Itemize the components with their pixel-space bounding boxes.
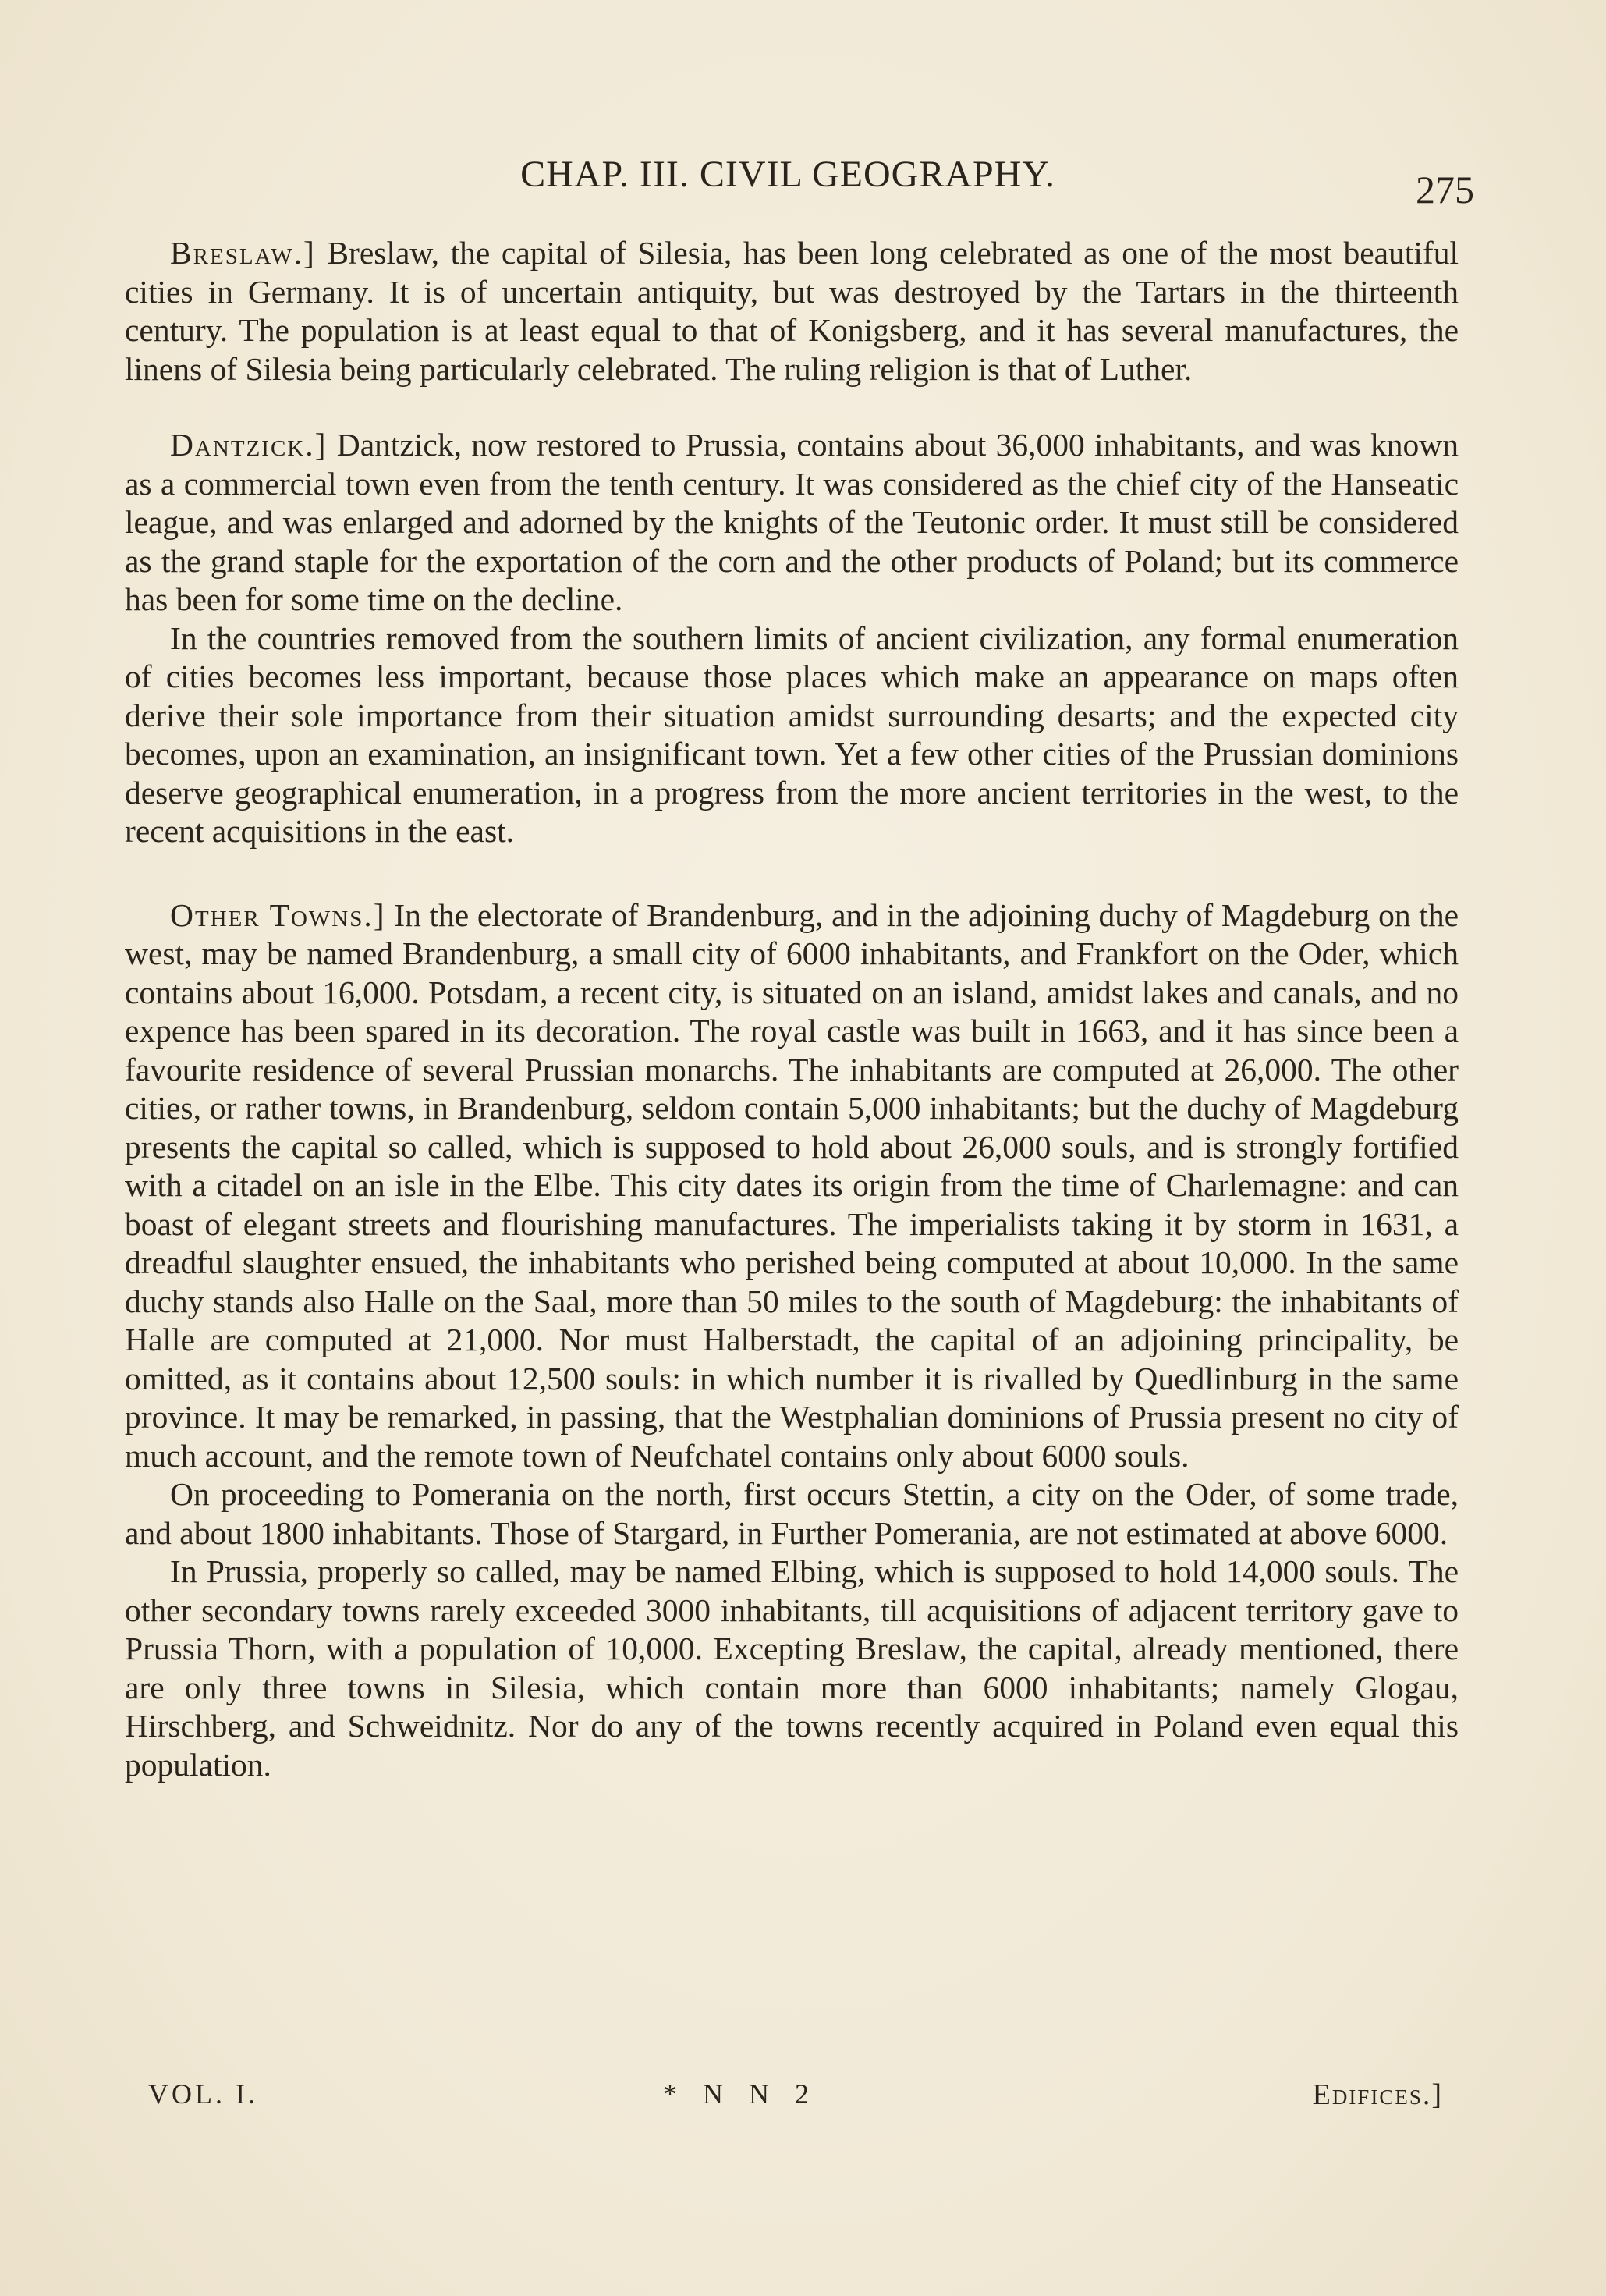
side-head-breslaw: Breslaw.] [170, 235, 316, 271]
volume-mark: VOL. I. [148, 2078, 258, 2110]
page-number: 275 [1416, 168, 1474, 211]
page-header [109, 153, 1474, 211]
signature-mark: * N N 2 [663, 2078, 818, 2110]
page-footer [148, 2078, 1443, 2124]
paragraph-dantzick [125, 426, 1459, 619]
paragraph-prussia: In Prussia, properly so called, may be named Elbing, which is supposed to hold 14,000 souls. The other secondary towns rarely exceeded 3000 inhabitants, till acquisitions of adjacent territory gave to Prussia Thorn, with a population of 10,000. Excepting Breslaw, the capital, already mentioned, there are only three towns in Silesia, which contain more than 6000 inhabitants; namely Glogau, Hirschberg, and Schweidnitz. Nor do any of the towns recently acquired in Poland even equal this population. [125, 1553, 1459, 1783]
paragraph-dantzick-text: Dantzick, now restored to Prussia, contains about 36,000 inhabitants, and was known as a commercial town even from the tenth century. It was considered as the chief city of the Hanseatic league, and was enlarged and adorned by the knights of the Teutonic order. It must still be considered as the grand staple for the exportation of the corn and the other products of Poland; but its commerce has been for some time on the decline. [125, 427, 1459, 617]
paragraph-gap [125, 389, 1459, 426]
catchword: Edifices.] [1312, 2078, 1443, 2111]
paragraph-pomerania: On proceeding to Pomerania on the north, first occurs Stettin, a city on the Oder, of some trade, and about 1800 inhabitants. Those of Stargard, in Further Pomerania, are not estimated at above 6000. [125, 1476, 1459, 1551]
paragraph-other-towns-text: In the electorate of Brandenburg, and in the adjoining duchy of Magdeburg on the west, may be named Brandenburg, a small city of 6000 inhabitants, and Frankfort on the Oder, which contains about 16,000. Potsdam, a recent city, is situated on an island, amidst lakes and canals, and no expence has been spared in its decoration. The royal castle was built in 1663, and it has since been a favourite residence of several Prussian monarchs. The inhabitants are computed at 26,000. The other cities, or rather towns, in Brandenburg, seldom contain 5,000 inhabitants; but the duchy of Magdeburg presents the capital so called, which is supposed to hold about 26,000 souls, and is strongly fortified with a citadel on an isle in the Elbe. This city dates its origin from the time of Charlemagne: and can boast of elegant streets and flourishing manufactures. The imperialists taking it by storm in 1631, a dreadful slaughter ensued, the inhabitants who perished being computed at about 10,000. In the same duchy stands also Halle on the Saal, more than 50 miles to the south of Magdeburg: the inhabitants of Halle are computed at 21,000. Nor must Halberstadt, the capital of an adjoining principality, be omitted, as it contains about 12,500 souls: in which number it is rivalled by Quedlinburg in the same province. It may be remarked, in passing, that the Westphalian dominions of Prussia present no city of much account, and the remote town of Neufchatel contains only about 6000 souls. [125, 896, 1459, 1474]
side-head-dantzick: Dantzick.] [170, 427, 328, 463]
running-head: CHAP. III. CIVIL GEOGRAPHY. [520, 154, 1055, 195]
body-text [125, 234, 1459, 1784]
paragraph-breslaw-text: Breslaw, the capital of Silesia, has been long celebrated as one of the most beautiful cities in Germany. It is of uncertain antiquity, but was destroyed by the Tartars in the thirteenth century. The population is at least equal to that of Konigsberg, and it has several manufactures, the linens of Silesia being particularly celebrated. The ruling religion is that of Luther. [125, 235, 1459, 387]
side-head-other-towns: Other Towns.] [170, 896, 386, 933]
paragraph-gap [125, 851, 1459, 896]
paragraph-other-towns [125, 896, 1459, 1476]
paragraph-breslaw [125, 234, 1459, 389]
paragraph-general: In the countries removed from the southern limits of ancient civilization, any formal enumeration of cities becomes less important, because those places which make an appearance on maps often derive their sole importance from their situation amidst surrounding desarts; and the expected city becomes, upon an examination, an insignificant town. Yet a few other cities of the Prussian dominions deserve geographical enumeration, in a progress from the more ancient territories in the west, to the recent acquisitions in the east. [125, 619, 1459, 849]
